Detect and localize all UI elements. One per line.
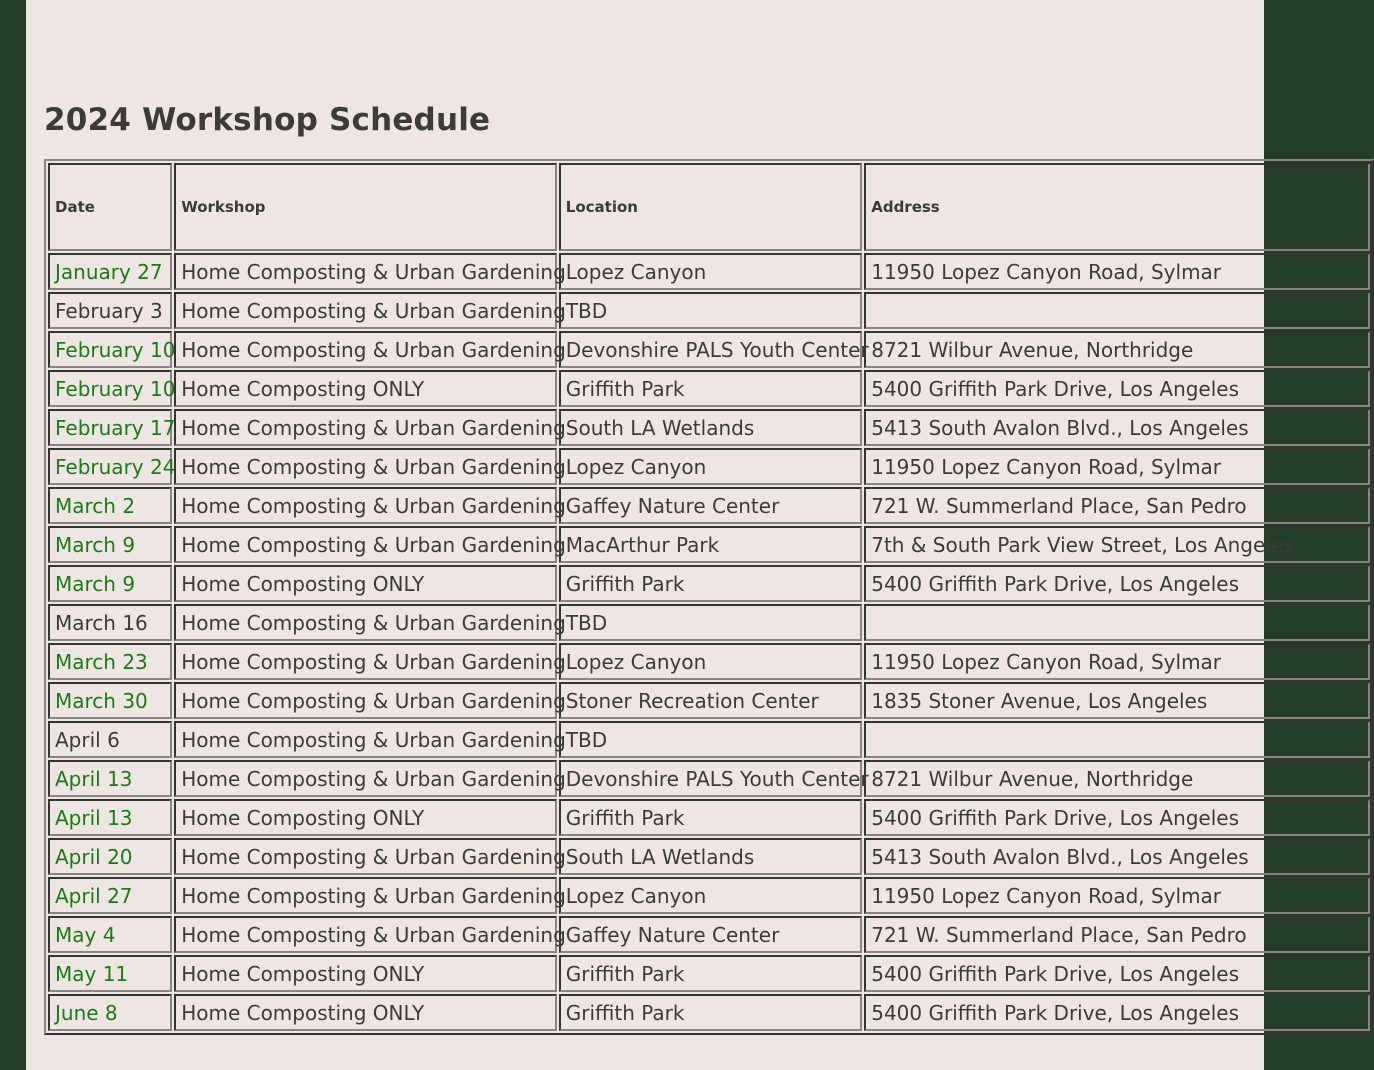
table-row: [48, 487, 1370, 524]
cell-address: 5413 South Avalon Blvd., Los Angeles: [864, 409, 1370, 446]
cell-address: 5400 Griffith Park Drive, Los Angeles: [864, 799, 1370, 836]
cell-date[interactable]: March 9: [48, 526, 172, 563]
cell-location: Stoner Recreation Center: [559, 682, 862, 719]
cell-workshop: Home Composting & Urban Gardening: [174, 409, 557, 446]
cell-workshop: Home Composting & Urban Gardening: [174, 604, 557, 641]
cell-workshop: Home Composting & Urban Gardening: [174, 760, 557, 797]
cell-address: 7th & South Park View Street, Los Angeles: [864, 526, 1370, 563]
cell-workshop: Home Composting ONLY: [174, 994, 557, 1031]
cell-address: 11950 Lopez Canyon Road, Sylmar: [864, 448, 1370, 485]
cell-workshop: Home Composting & Urban Gardening: [174, 682, 557, 719]
cell-date[interactable]: April 27: [48, 877, 172, 914]
cell-address: 1835 Stoner Avenue, Los Angeles: [864, 682, 1370, 719]
cell-address: [864, 721, 1370, 758]
cell-date[interactable]: January 27: [48, 253, 172, 290]
cell-date[interactable]: March 2: [48, 487, 172, 524]
cell-address: 721 W. Summerland Place, San Pedro: [864, 916, 1370, 953]
cell-workshop: Home Composting ONLY: [174, 370, 557, 407]
cell-location: South LA Wetlands: [559, 838, 862, 875]
cell-workshop: Home Composting & Urban Gardening: [174, 916, 557, 953]
table-header-row: [48, 163, 1370, 251]
cell-location: TBD: [559, 721, 862, 758]
table-row: [48, 994, 1370, 1031]
table-row: [48, 721, 1370, 758]
cell-date: February 3: [48, 292, 172, 329]
cell-workshop: Home Composting ONLY: [174, 565, 557, 602]
table-row: [48, 292, 1370, 329]
cell-location: Griffith Park: [559, 994, 862, 1031]
table-row: [48, 838, 1370, 875]
cell-date[interactable]: March 9: [48, 565, 172, 602]
cell-address: 5400 Griffith Park Drive, Los Angeles: [864, 565, 1370, 602]
cell-location: Lopez Canyon: [559, 448, 862, 485]
column-header-date: Date: [48, 163, 172, 251]
cell-address: 11950 Lopez Canyon Road, Sylmar: [864, 643, 1370, 680]
cell-workshop: Home Composting & Urban Gardening: [174, 721, 557, 758]
table-row: [48, 682, 1370, 719]
cell-location: Griffith Park: [559, 370, 862, 407]
cell-address: 8721 Wilbur Avenue, Northridge: [864, 760, 1370, 797]
cell-date[interactable]: May 11: [48, 955, 172, 992]
table-row: [48, 877, 1370, 914]
cell-workshop: Home Composting & Urban Gardening: [174, 877, 557, 914]
cell-date[interactable]: April 13: [48, 760, 172, 797]
cell-location: TBD: [559, 292, 862, 329]
table-row: [48, 799, 1370, 836]
table-row: [48, 916, 1370, 953]
table-row: [48, 526, 1370, 563]
cell-location: MacArthur Park: [559, 526, 862, 563]
cell-workshop: Home Composting & Urban Gardening: [174, 487, 557, 524]
cell-address: 8721 Wilbur Avenue, Northridge: [864, 331, 1370, 368]
cell-date[interactable]: February 17: [48, 409, 172, 446]
cell-location: Griffith Park: [559, 799, 862, 836]
cell-address: 11950 Lopez Canyon Road, Sylmar: [864, 877, 1370, 914]
table-row: [48, 448, 1370, 485]
table-row: [48, 409, 1370, 446]
cell-location: Lopez Canyon: [559, 253, 862, 290]
table-row: [48, 253, 1370, 290]
cell-address: 5400 Griffith Park Drive, Los Angeles: [864, 994, 1370, 1031]
cell-workshop: Home Composting & Urban Gardening: [174, 331, 557, 368]
cell-workshop: Home Composting ONLY: [174, 955, 557, 992]
cell-date[interactable]: June 8: [48, 994, 172, 1031]
cell-workshop: Home Composting & Urban Gardening: [174, 526, 557, 563]
cell-date[interactable]: March 23: [48, 643, 172, 680]
cell-date[interactable]: March 30: [48, 682, 172, 719]
cell-address: 5400 Griffith Park Drive, Los Angeles: [864, 955, 1370, 992]
cell-address: 5413 South Avalon Blvd., Los Angeles: [864, 838, 1370, 875]
cell-date[interactable]: February 24: [48, 448, 172, 485]
cell-date[interactable]: February 10: [48, 331, 172, 368]
cell-address: 721 W. Summerland Place, San Pedro: [864, 487, 1370, 524]
cell-date: April 6: [48, 721, 172, 758]
column-header-workshop: Workshop: [174, 163, 557, 251]
cell-location: Lopez Canyon: [559, 643, 862, 680]
cell-address: 11950 Lopez Canyon Road, Sylmar: [864, 253, 1370, 290]
cell-workshop: Home Composting & Urban Gardening: [174, 643, 557, 680]
cell-workshop: Home Composting & Urban Gardening: [174, 253, 557, 290]
cell-location: Lopez Canyon: [559, 877, 862, 914]
cell-workshop: Home Composting & Urban Gardening: [174, 838, 557, 875]
cell-location: Griffith Park: [559, 565, 862, 602]
page-title: 2024 Workshop Schedule: [44, 102, 491, 138]
cell-location: Gaffey Nature Center: [559, 916, 862, 953]
table-row: [48, 643, 1370, 680]
content-panel: [26, 0, 1294, 1070]
schedule-table: [44, 159, 1374, 1035]
cell-address: [864, 604, 1370, 641]
cell-address: [864, 292, 1370, 329]
table-row: [48, 760, 1370, 797]
table-row: [48, 565, 1370, 602]
table-body: [48, 253, 1370, 1031]
cell-location: TBD: [559, 604, 862, 641]
cell-location: South LA Wetlands: [559, 409, 862, 446]
cell-date: March 16: [48, 604, 172, 641]
cell-location: Griffith Park: [559, 955, 862, 992]
cell-date[interactable]: April 13: [48, 799, 172, 836]
cell-workshop: Home Composting & Urban Gardening: [174, 292, 557, 329]
cell-location: Devonshire PALS Youth Center: [559, 760, 862, 797]
table-row: [48, 955, 1370, 992]
table-row: [48, 604, 1370, 641]
cell-workshop: Home Composting & Urban Gardening: [174, 448, 557, 485]
cell-address: 5400 Griffith Park Drive, Los Angeles: [864, 370, 1370, 407]
cell-date[interactable]: April 20: [48, 838, 172, 875]
column-header-location: Location: [559, 163, 862, 251]
cell-workshop: Home Composting ONLY: [174, 799, 557, 836]
table-row: [48, 370, 1370, 407]
cell-date[interactable]: February 10: [48, 370, 172, 407]
schedule-table-container[interactable]: [44, 159, 1294, 1025]
cell-location: Devonshire PALS Youth Center: [559, 331, 862, 368]
table-row: [48, 331, 1370, 368]
column-header-address: Address: [864, 163, 1370, 251]
cell-date[interactable]: May 4: [48, 916, 172, 953]
cell-location: Gaffey Nature Center: [559, 487, 862, 524]
